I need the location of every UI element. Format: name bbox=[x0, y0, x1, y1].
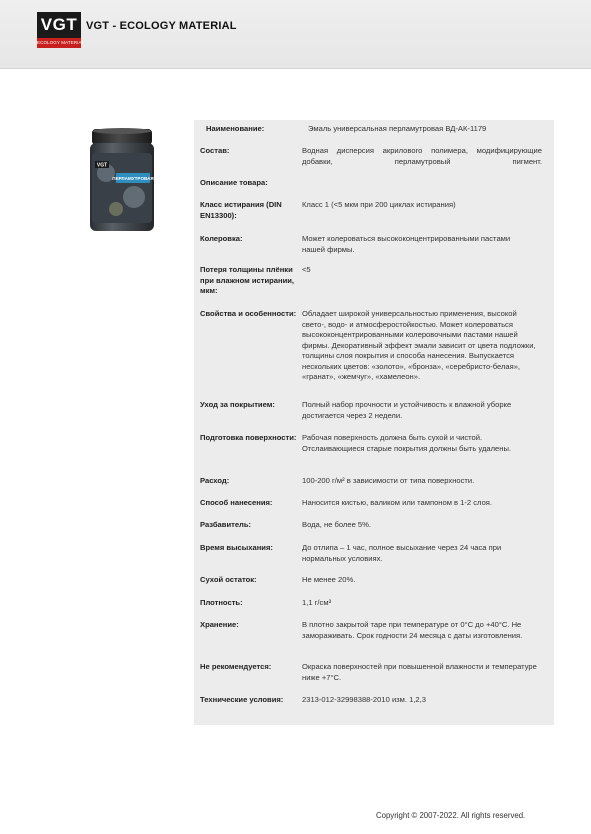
spec-value-name: Эмаль универсальная перламутровая ВД-АК-1179 bbox=[308, 124, 487, 133]
spec-value-not-recommended: Окраска поверхностей при повышенной влажности и температуре ниже +7°С. bbox=[302, 662, 537, 682]
spec-label-consumption: Расход: bbox=[200, 476, 230, 485]
spec-label-storage: Хранение: bbox=[200, 620, 239, 629]
footer-copyright: Copyright © 2007-2022. All rights reserved. bbox=[376, 811, 526, 820]
spec-label-description: Описание товара: bbox=[200, 178, 268, 187]
spec-label-tech-conditions: Технические условия: bbox=[200, 695, 284, 704]
brand-logo[interactable] bbox=[37, 12, 85, 48]
product-can-image bbox=[86, 127, 158, 235]
spec-value-tech-conditions: 2313-012-32998388-2010 изм. 1,2,3 bbox=[302, 695, 426, 704]
spec-value-tinting: Может колероваться высококонцентрированными пастами нашей фирмы. bbox=[302, 234, 511, 254]
spec-value-storage: В плотно закрытой таре при температуре от 0°С до +40°С. Не замораживать. Срок годности 24 месяца с даты изготовления. bbox=[302, 620, 523, 640]
can-brand: VGT bbox=[96, 162, 108, 169]
spec-value-surface-prep: Рабочая поверхность должна быть сухой и чистой. Отслаивающиеся старые покрытия должны быть удалены. bbox=[302, 433, 512, 453]
page-header bbox=[0, 0, 591, 69]
spec-label-name: Наименование: bbox=[206, 124, 265, 133]
can-label: ПЕРЛАМУТРОВАЯ bbox=[112, 176, 154, 181]
spec-value-application: Наносится кистью, валиком или тампоном в 1-2 слоя. bbox=[302, 498, 493, 507]
spec-value-drying-time: До отлипа – 1 час, полное высыхание через 24 часа при нормальных условиях. bbox=[302, 543, 502, 563]
spec-label-care: Уход за покрытием: bbox=[200, 400, 275, 409]
logo-text: VGT bbox=[40, 15, 78, 34]
spec-value-thickness-loss: <5 bbox=[302, 265, 311, 274]
spec-label-abrasion-class: Класс истирания (DIN EN13300): bbox=[200, 200, 282, 220]
spec-label-properties: Свойства и особенности: bbox=[200, 309, 297, 318]
spec-label-not-recommended: Не рекомендуется: bbox=[200, 662, 272, 671]
spec-label-composition: Состав: bbox=[200, 146, 230, 155]
spec-value-density: 1,1 г/см³ bbox=[302, 598, 332, 607]
spec-label-application: Способ нанесения: bbox=[200, 498, 273, 507]
spec-label-drying-time: Время высыхания: bbox=[200, 543, 273, 552]
logo-subtext: ECOLOGY MATERIAL bbox=[37, 40, 85, 45]
spec-label-tinting: Колеровка: bbox=[200, 234, 243, 243]
spec-value-properties: Обладает широкой универсальностью применения, высокой свето-, водо- и атмосферостойкостью. Может колероваться высококонцентрированными колеровочными пастами нашей фирмы. Декоративный эффект эмали зависит от цвета подложки, толщины слоя покрытия и способа нанесения. Выпускается нескольких цветов: «золото», «бронза», «серебристо-белая», «гранат», «жемчуг», «хамелеон». bbox=[302, 309, 536, 381]
brand-title: VGT - ECOLOGY MATERIAL bbox=[86, 20, 237, 32]
spec-label-surface-prep: Подготовка поверхности: bbox=[200, 433, 297, 442]
spec-value-consumption: 100-200 г/м² в зависимости от типа поверхности. bbox=[302, 476, 475, 485]
spec-label-thinner: Разбавитель: bbox=[200, 520, 252, 529]
spec-label-density: Плотность: bbox=[200, 598, 243, 607]
spec-value-abrasion-class: Класс 1 (<5 мкм при 200 циклах истирания) bbox=[302, 200, 456, 209]
spec-label-thickness-loss: Потеря толщины плёнки при влажном истирании, мкм: bbox=[200, 265, 295, 295]
spec-value-dry-residue: Не менее 20%. bbox=[302, 575, 356, 584]
spec-label-dry-residue: Сухой остаток: bbox=[200, 575, 257, 584]
spec-value-composition: Водная дисперсия акрилового полимера, модифицирующие добавки, перламутровый пигмент. bbox=[302, 146, 542, 166]
spec-value-care: Полный набор прочности и устойчивость к влажной уборке достигается через 2 недели. bbox=[302, 400, 512, 420]
spec-value-thinner: Вода, не более 5%. bbox=[302, 520, 371, 529]
